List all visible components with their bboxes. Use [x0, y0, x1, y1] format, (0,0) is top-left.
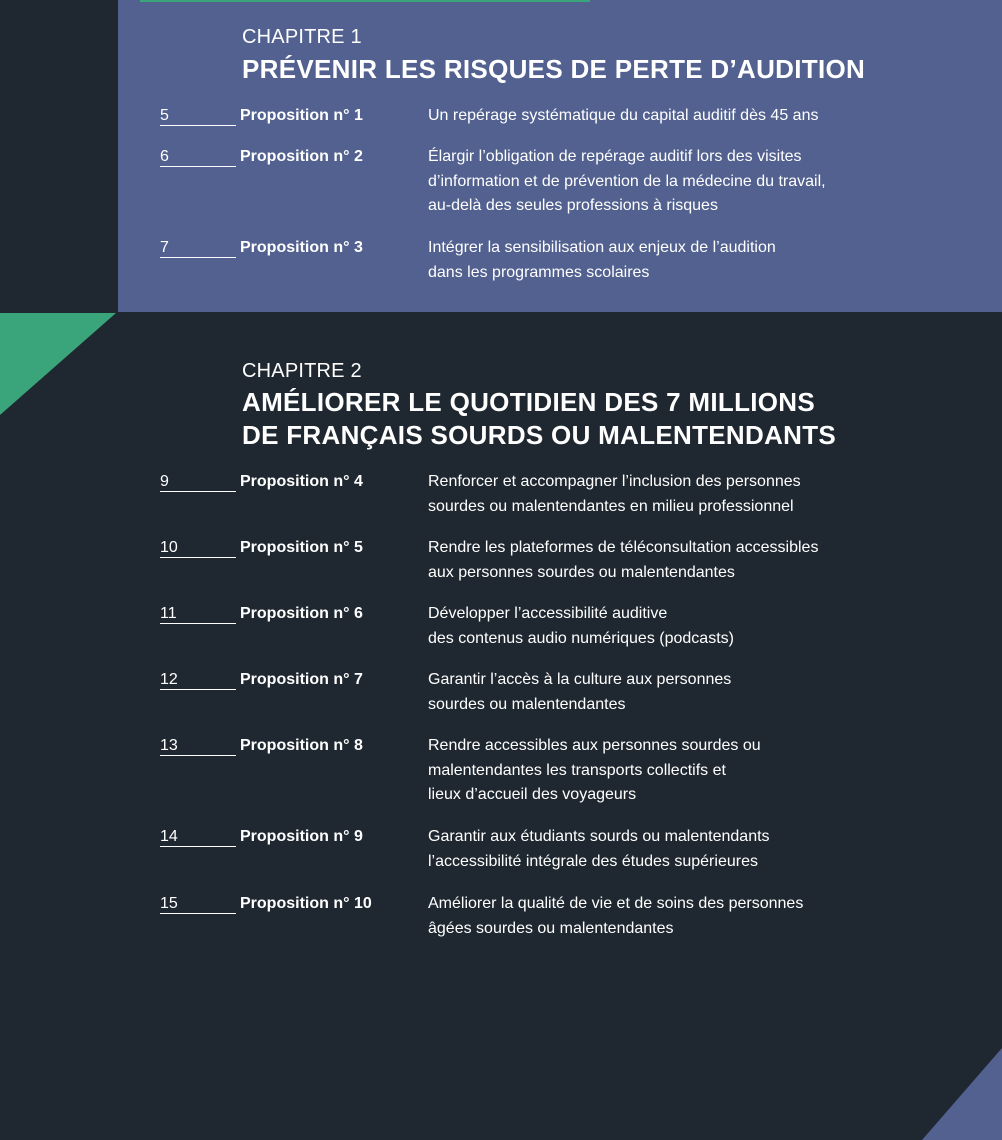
proposition-label: Proposition n° 3 — [240, 239, 363, 256]
page-number: 14 — [160, 825, 236, 847]
toc-row-proposition-2[interactable] — [160, 145, 920, 225]
proposition-label: Proposition n° 7 — [240, 671, 363, 688]
proposition-text-line: d’information et de prévention de la médecine du travail, — [428, 172, 826, 190]
page-number: 15 — [160, 892, 236, 914]
proposition-text-line: sourdes ou malentendantes — [428, 695, 626, 713]
proposition-text-line: Intégrer la sensibilisation aux enjeux de l’audition — [428, 239, 776, 256]
proposition-text — [428, 236, 918, 285]
proposition-text-line: Renforcer et accompagner l’inclusion des personnes — [428, 473, 801, 490]
proposition-label: Proposition n° 10 — [240, 895, 372, 912]
proposition-text — [428, 470, 918, 519]
page-number: 10 — [160, 536, 236, 558]
proposition-text-line: Un repérage systématique du capital auditif dès 45 ans — [428, 107, 819, 124]
proposition-text-line: Élargir l’obligation de repérage auditif lors des visites — [428, 148, 802, 165]
chapter-1-title-line: PRÉVENIR LES RISQUES DE PERTE D’AUDITION — [242, 54, 866, 84]
proposition-text — [428, 734, 918, 808]
proposition-text-line: des contenus audio numériques (podcasts) — [428, 629, 734, 647]
proposition-text-line: aux personnes sourdes ou malentendantes — [428, 563, 735, 581]
decorative-strip — [140, 0, 590, 2]
proposition-text-line: dans les programmes scolaires — [428, 263, 650, 281]
proposition-label: Proposition n° 4 — [240, 473, 363, 490]
proposition-text-line: Rendre les plateformes de téléconsultation accessibles — [428, 539, 819, 556]
chapter-2-label: CHAPITRE 2 — [242, 360, 362, 382]
proposition-text-line: lieux d’accueil des voyageurs — [428, 786, 637, 803]
proposition-text-line: Garantir l’accès à la culture aux personnes — [428, 671, 732, 688]
page-number: 11 — [160, 602, 236, 624]
proposition-text-line: l’accessibilité intégrale des études supérieures — [428, 852, 758, 870]
proposition-text-line: Rendre accessibles aux personnes sourdes ou — [428, 737, 761, 754]
proposition-text-line: au-delà des seules professions à risques — [428, 197, 718, 214]
chapter-1-label: CHAPITRE 1 — [242, 26, 362, 48]
page-number: 7 — [160, 236, 236, 258]
proposition-text — [428, 668, 918, 717]
proposition-text — [428, 536, 918, 585]
toc-row-proposition-10[interactable] — [160, 892, 920, 972]
proposition-text-line: Garantir aux étudiants sourds ou malentendants — [428, 828, 770, 845]
proposition-label: Proposition n° 8 — [240, 737, 363, 754]
proposition-text-line: sourdes ou malentendantes en milieu professionnel — [428, 497, 794, 515]
chapter-2-title-line: DE FRANÇAIS SOURDS OU MALENTENDANTS — [242, 420, 837, 450]
proposition-text-line: malentendantes les transports collectifs et — [428, 761, 726, 779]
proposition-text — [428, 825, 918, 874]
page-number: 12 — [160, 668, 236, 690]
toc-row-proposition-3[interactable] — [160, 236, 920, 316]
proposition-label: Proposition n° 5 — [240, 539, 363, 556]
page-number: 9 — [160, 470, 236, 492]
chapter-2-title-line: AMÉLIORER LE QUOTIDIEN DES 7 MILLIONS — [242, 387, 816, 417]
decorative-blue-triangle — [922, 1048, 1002, 1140]
proposition-text-line: Améliorer la qualité de vie et de soins des personnes — [428, 895, 804, 912]
page-number: 5 — [160, 104, 236, 126]
proposition-label: Proposition n° 1 — [240, 107, 363, 124]
decorative-green-triangle — [0, 313, 116, 415]
page-number: 6 — [160, 145, 236, 167]
proposition-text-line: âgées sourdes ou malentendantes — [428, 919, 674, 937]
toc-row-proposition-8[interactable] — [160, 734, 920, 814]
proposition-text — [428, 104, 918, 129]
proposition-label: Proposition n° 6 — [240, 605, 363, 622]
proposition-label: Proposition n° 9 — [240, 828, 363, 845]
proposition-text — [428, 145, 918, 219]
proposition-text-line: Développer l’accessibilité auditive — [428, 605, 668, 622]
page-number: 13 — [160, 734, 236, 756]
chapter-1-title — [242, 53, 865, 86]
proposition-label: Proposition n° 2 — [240, 148, 363, 165]
proposition-text — [428, 602, 918, 651]
chapter-2-title — [242, 386, 836, 452]
proposition-text — [428, 892, 918, 941]
